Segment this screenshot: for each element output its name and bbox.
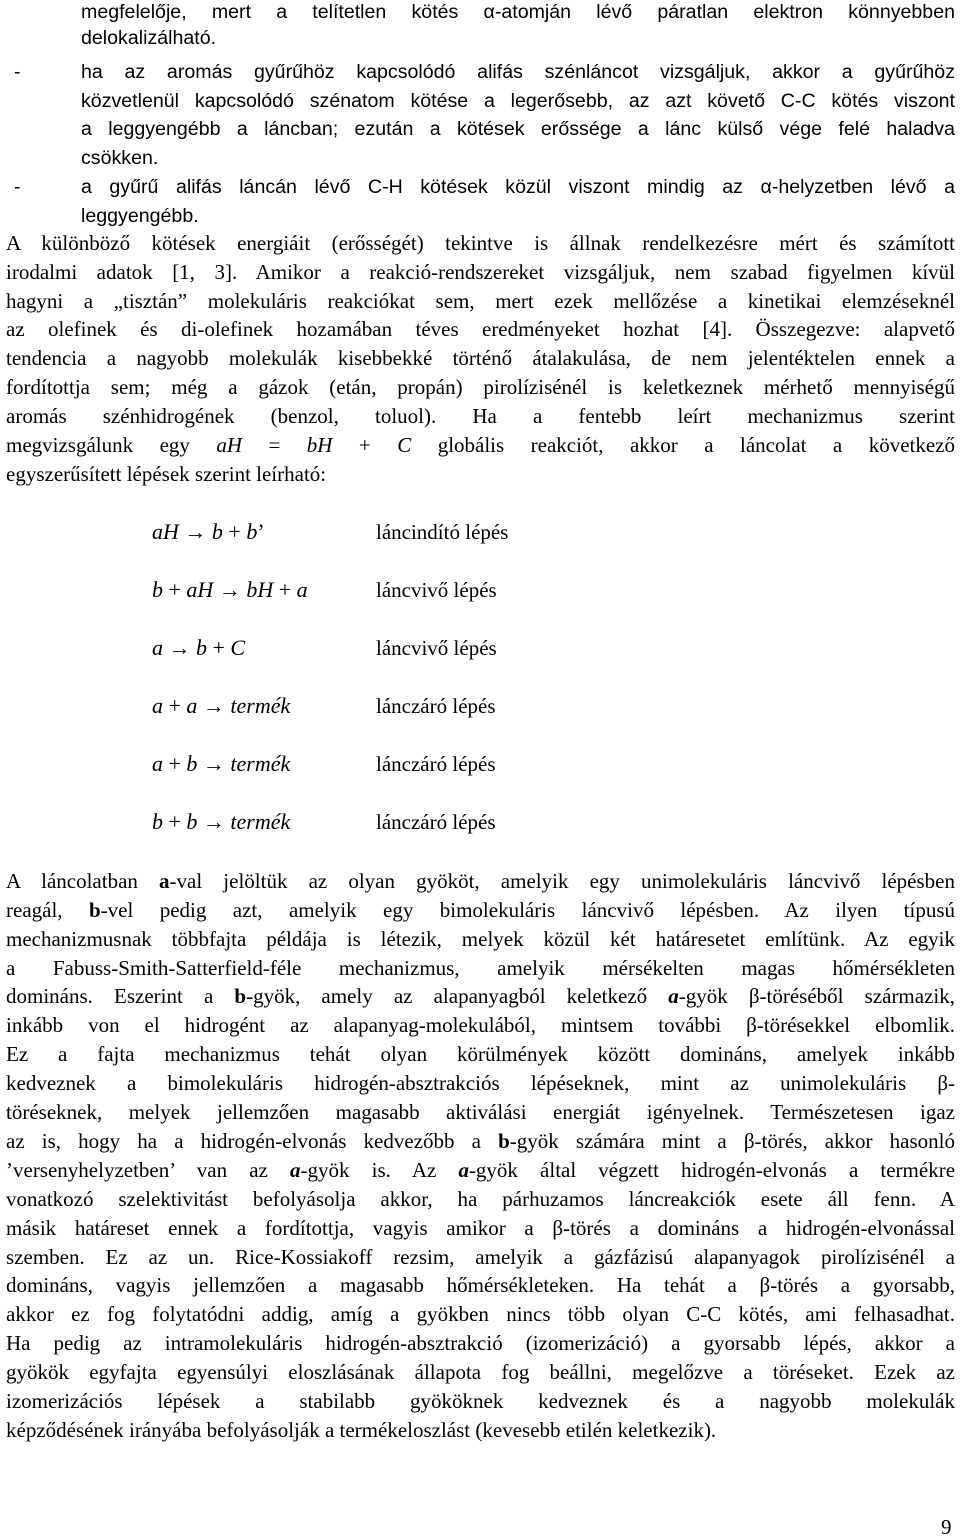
paragraph-2-line: ’versenyhelyzetben’ van az a-gyök is. Az a-gyök által végzett hidrogén-elvonás a termékre bbox=[6, 1158, 956, 1182]
paragraph-2-line: szemben. Ez az un. Rice-Kossiakoff rezsim, amelyik a gázfázisú alapanyagok pirolízisénél a bbox=[6, 1245, 955, 1269]
bullet-3-line-2: leggyengébb. bbox=[81, 205, 199, 227]
paragraph-2-line: a Fabuss-Smith-Satterfield-féle mechanizmus, amelyik mérsékelten magas hőmérsékleten bbox=[6, 956, 955, 980]
paragraph-1-line: hagyni a „tisztán” molekuláris reakciókat sem, mert ezek mellőzése a kinetikai elemzéseknél bbox=[6, 289, 955, 313]
bullet-1-line-1: megfelelője, mert a telítetlen kötés α-atomján lévő páratlan elektron könnyebben bbox=[81, 1, 955, 23]
step-type-6: lánczáró lépés bbox=[376, 810, 496, 834]
paragraph-1-line: irodalmi adatok [1, 3]. Amikor a reakció-rendszereket vizsgáljuk, nem szabad figyelmen kívül bbox=[6, 260, 955, 284]
bullet-1-line-2: delokalizálható. bbox=[81, 27, 217, 49]
bullet-2-line-3: a leggyengébb a láncban; ezután a kötések erőssége a lánc külső vége felé haladva bbox=[81, 118, 955, 140]
paragraph-1-line: aromás szénhidrogének (benzol, toluol). Ha a fentebb leírt mechanizmus szerint bbox=[6, 404, 955, 428]
step-type-3: láncvivő lépés bbox=[376, 636, 497, 660]
reaction-step-5: a + b → termék bbox=[152, 751, 291, 776]
step-type-1: láncindító lépés bbox=[376, 520, 509, 544]
paragraph-2-line: Ez a fajta mechanizmus tehát olyan körülmények között domináns, amelyek inkább bbox=[6, 1042, 955, 1066]
bullet-dash: - bbox=[14, 61, 21, 83]
reaction-step-3: a → b + C bbox=[152, 635, 246, 660]
bullet-2-line-1: ha az aromás gyűrűhöz kapcsolódó alifás szénláncot vizsgáljuk, akkor a gyűrűhöz bbox=[81, 61, 955, 83]
step-type-5: lánczáró lépés bbox=[376, 752, 496, 776]
paragraph-2-line: kedveznek a bimolekuláris hidrogén-absztrakciós lépéseknek, mint az unimolekuláris β- bbox=[6, 1071, 955, 1095]
paragraph-1-line: fordítottja sem; még a gázok (etán, propán) pirolízisénél is keletkeznek mérhető mennyiségű bbox=[6, 375, 955, 399]
paragraph-2-line: A láncolatban a-val jelöltük az olyan gyököt, amelyik egy unimolekuláris láncvivő lépésben bbox=[6, 869, 955, 893]
paragraph-2-line: vonatkozó szelektivitást befolyásolja akkor, ha párhuzamos láncreakciók esete áll fenn. A bbox=[6, 1187, 955, 1211]
bullet-dash: - bbox=[14, 176, 21, 198]
paragraph-1-line-equation: megvizsgálunk egy aH = bH + C globális reakciót, akkor a láncolat a következő bbox=[6, 433, 955, 457]
paragraph-1-line: tendencia a nagyobb molekulák kisebbekké történő átalakulása, de nem jelentéktelen ennek a bbox=[6, 346, 955, 370]
paragraph-2-line: inkább von el hidrogént az alapanyag-molekulából, mintsem további β-törésekkel elbomlik. bbox=[6, 1013, 955, 1037]
paragraph-2-line: domináns, vagyis jellemzően a magasabb hőmérsékleteken. Ha tehát a β-törés a gyorsabb, bbox=[6, 1273, 955, 1297]
reaction-step-6: b + b → termék bbox=[152, 809, 291, 834]
paragraph-1-line: az olefinek és di-olefinek hozamában téves eredményeket hozhat [4]. Összegezve: alapvető bbox=[6, 317, 955, 341]
paragraph-2-line: töréseknek, melyek jellemzően magasabb aktiválási energiát igényelnek. Természetesen igaz bbox=[6, 1100, 955, 1124]
reaction-step-1: aH → b + b’ bbox=[152, 519, 265, 544]
paragraph-2-line: Ha pedig az intramolekuláris hidrogén-absztrakció (izomerizáció) a gyorsabb lépés, akkor a bbox=[6, 1331, 955, 1355]
paragraph-2-line: az is, hogy ha a hidrogén-elvonás kedvezőbb a b-gyök számára mint a β-törés, akkor hasonló bbox=[6, 1129, 955, 1153]
paragraph-2-line: akkor ez fog folytatódni addig, amíg a gyökben nincs több olyan C-C kötés, ami felhasadhat. bbox=[6, 1302, 955, 1326]
reaction-step-2: b + aH → bH + a bbox=[152, 577, 308, 602]
step-type-2: láncvivő lépés bbox=[376, 578, 497, 602]
paragraph-2-last-line: képződésének irányába befolyásolják a termékeloszlást (kevesebb etilén keletkezik). bbox=[6, 1418, 717, 1442]
paragraph-1-line: A különböző kötések energiáit (erősségét) tekintve is állnak rendelkezésre mért és számított bbox=[6, 231, 955, 255]
paragraph-2-line: mechanizmusnak többfajta példája is létezik, melyek közül két határesetet említünk. Az egyik bbox=[6, 927, 955, 951]
paragraph-2-line: gyökök egyfajta egyensúlyi eloszlásának állapota fog beállni, megelőzve a töréseket. Ezek az bbox=[6, 1360, 955, 1384]
paragraph-2-line: reagál, b-vel pedig azt, amelyik egy bimolekuláris láncvivő lépésben. Az ilyen típusú bbox=[6, 898, 955, 922]
paragraph-1-last-line: egyszerűsített lépések szerint leírható: bbox=[6, 462, 327, 486]
paragraph-2-line: domináns. Eszerint a b-gyök, amely az alapanyagból keletkező a-gyök β-töréséből származik, bbox=[6, 984, 955, 1008]
paragraph-2-line: izomerizációs lépések a stabilabb gyököknek kedveznek és a nagyobb molekulák bbox=[6, 1389, 955, 1413]
step-type-4: lánczáró lépés bbox=[376, 694, 496, 718]
paragraph-2-line: másik határeset ennek a fordítottja, vagyis amikor a β-törés a domináns a hidrogén-elvonással bbox=[6, 1216, 955, 1240]
page-number: 9 bbox=[941, 1515, 952, 1539]
reaction-step-4: a + a → termék bbox=[152, 693, 291, 718]
bullet-3-line-1: a gyűrű alifás láncán lévő C-H kötések közül viszont mindig az α-helyzetben lévő a bbox=[81, 176, 955, 198]
bullet-2-line-4: csökken. bbox=[81, 147, 159, 169]
bullet-2-line-2: közvetlenül kapcsolódó szénatom kötése a legerősebb, az azt követő C-C kötés viszont bbox=[81, 90, 955, 112]
